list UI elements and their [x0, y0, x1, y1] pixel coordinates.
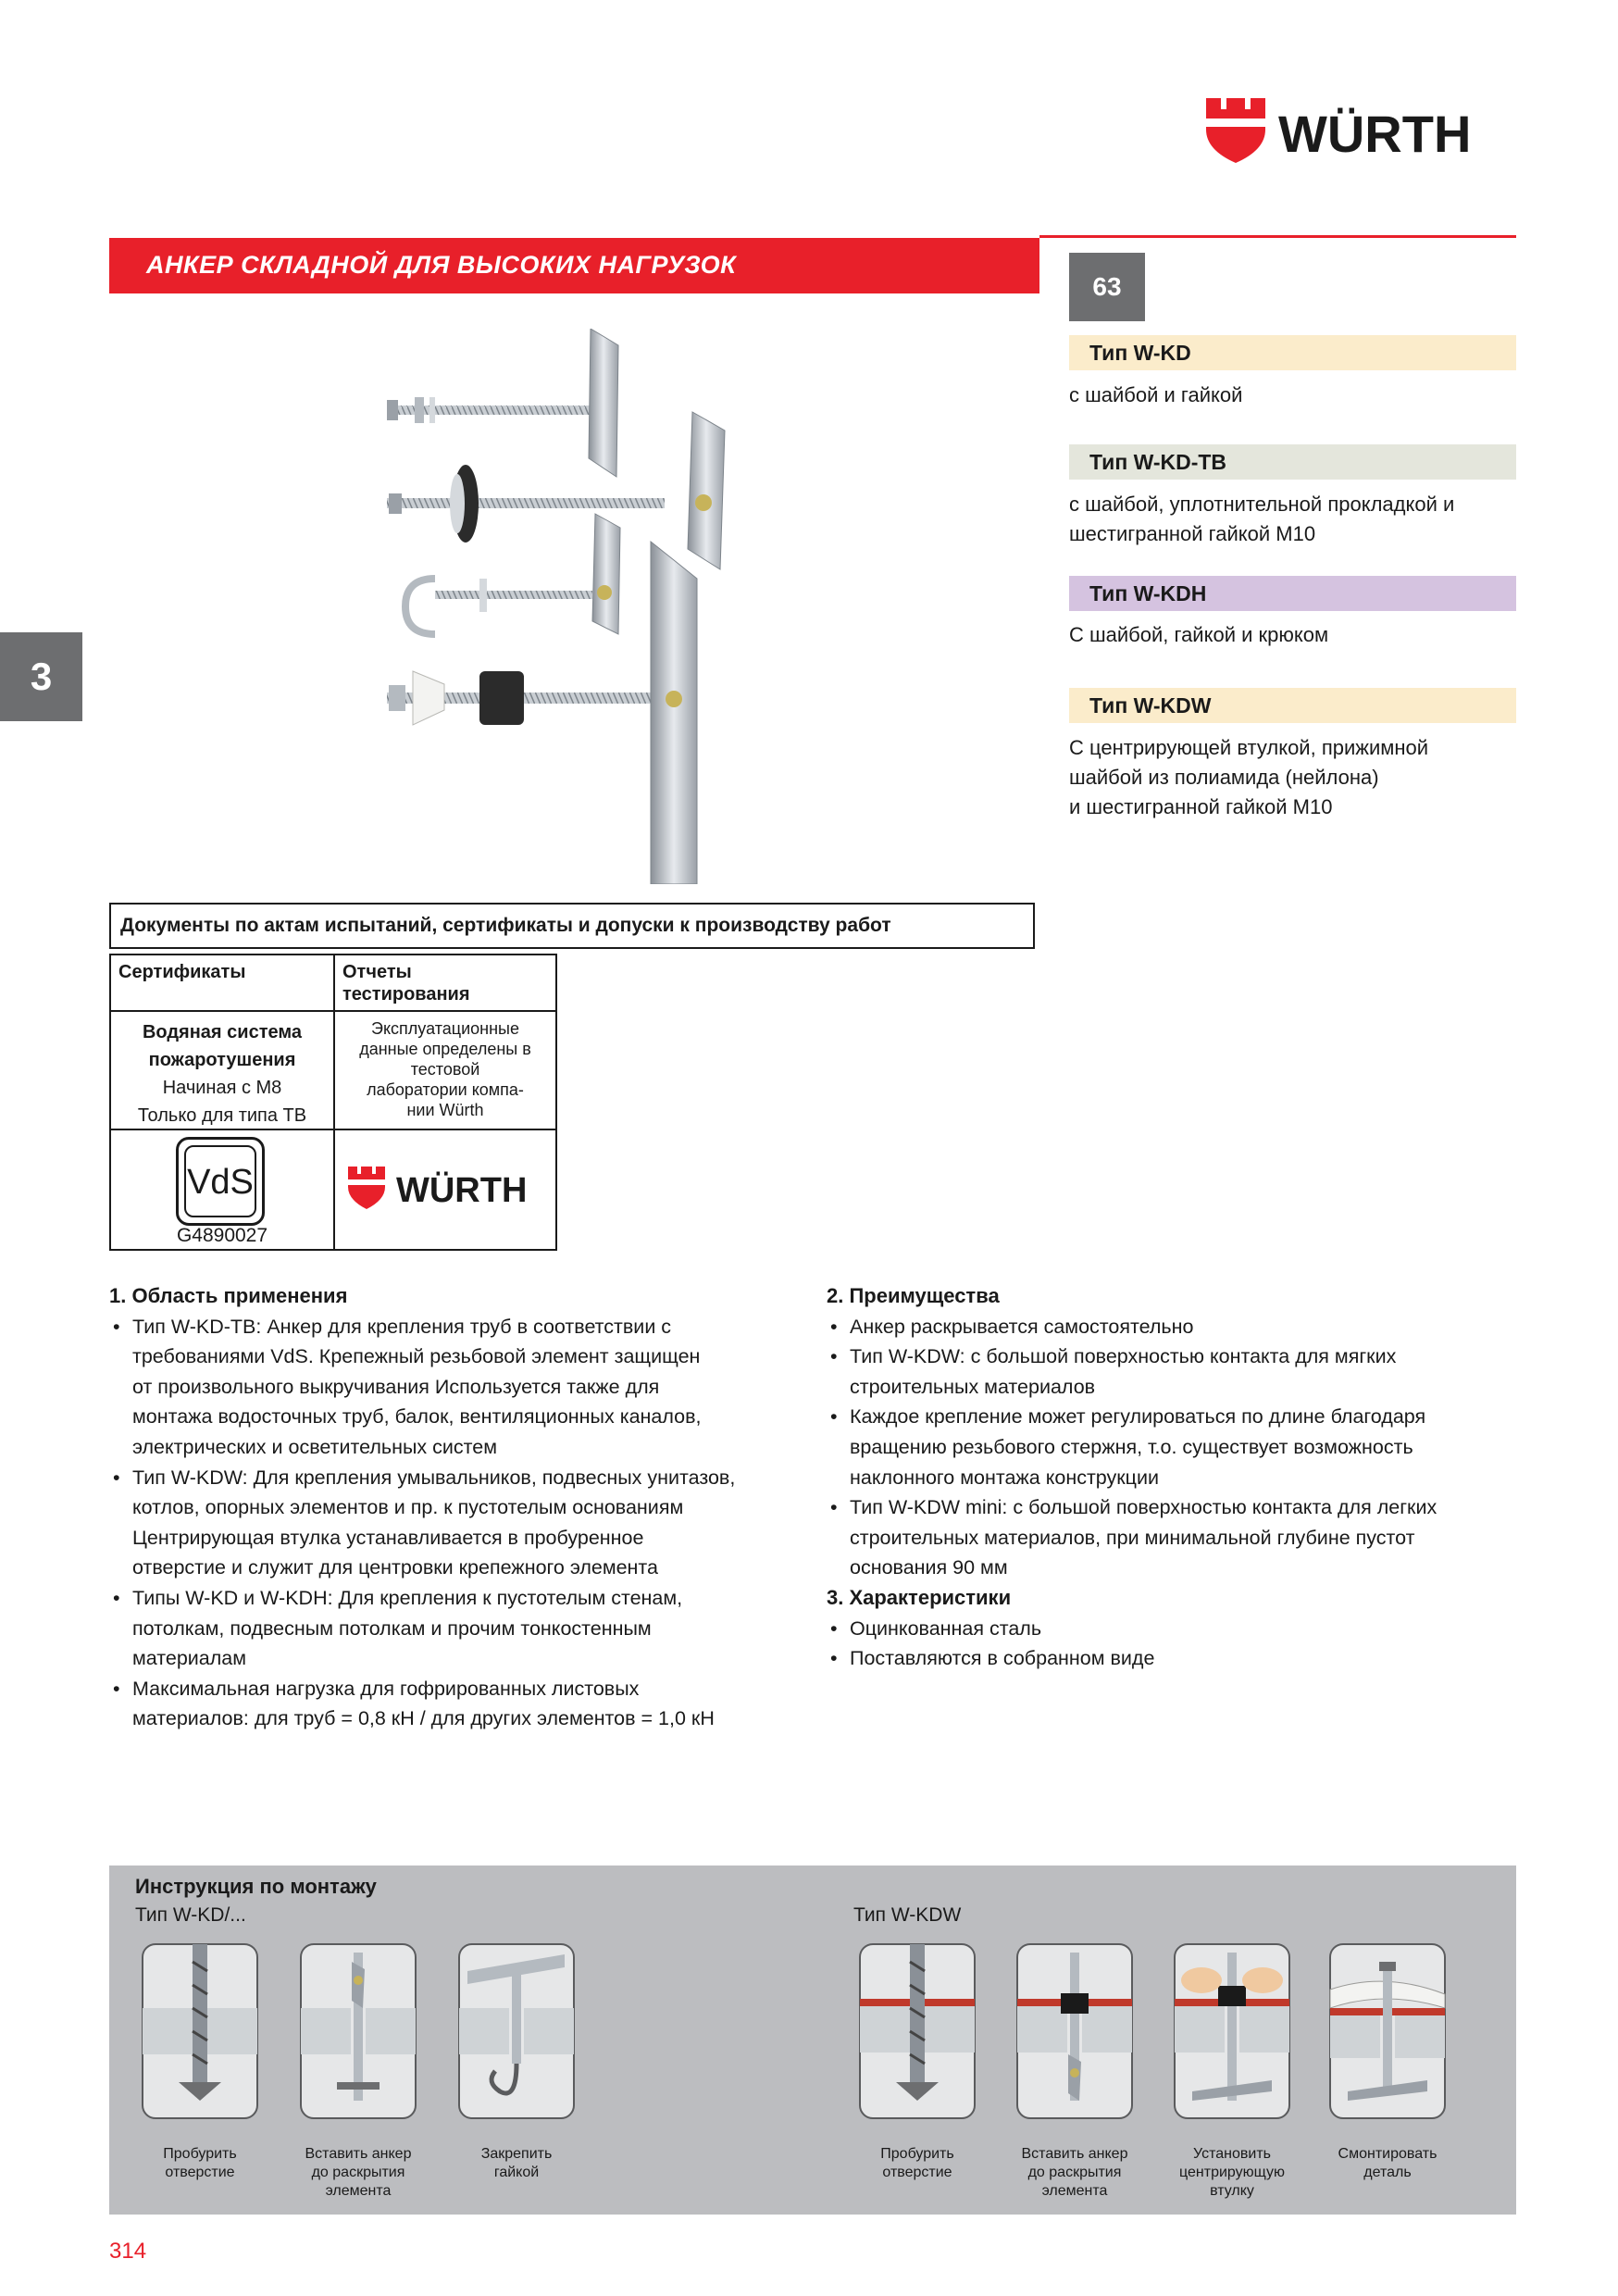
- list-item: • Каждое крепление может регулироваться по длине благодаря вращению резьбового стержня, т.о. существует возможность наклонного монтажа конструкции: [827, 1402, 1516, 1492]
- wurth-logo-text: WÜRTH: [1278, 105, 1472, 163]
- desc-line: шестигранной гайкой M10: [1069, 522, 1316, 545]
- type-heading-w-kd: Тип W-KD: [1069, 335, 1516, 370]
- step-fix-illustration: [458, 1943, 575, 2119]
- step-label: Смонтировать деталь: [1338, 2146, 1438, 2180]
- wurth-logo-small-mark: [348, 1165, 542, 1211]
- desc-line: и шестигранной гайкой M10: [1069, 795, 1333, 818]
- reports-header: [342, 961, 470, 1005]
- type-heading-w-kdw: Тип W-KDW: [1069, 688, 1516, 723]
- type-heading-w-kd-tb: Тип W-KD-TB: [1069, 444, 1516, 480]
- step-label: Пробурить отверстие: [880, 2146, 954, 2180]
- report-line: лаборатории компа-: [367, 1080, 524, 1099]
- section-title: 1. Область применения: [109, 1284, 348, 1307]
- wurth-logo-small-text: WÜRTH: [396, 1171, 528, 1210]
- step-drill-illustration: [142, 1943, 258, 2119]
- step-label: Пробурить отверстие: [163, 2146, 237, 2180]
- header-line: Отчеты: [342, 962, 412, 982]
- step-label: Установить центрирующую втулку: [1179, 2146, 1285, 2199]
- step-drill-illustration: [859, 1943, 976, 2119]
- vds-logo: [176, 1137, 265, 1226]
- cert-line: Начиная с M8: [162, 1078, 282, 1098]
- list-item: • Тип W-KDW: Для крепления умывальников, подвесных унитазов, котлов, опорных элементов и пр. к пустотелым основаниям Центрирующая втулка устанавливается в пробуренное отверстие и служит для центровки крепежного элемента: [109, 1463, 813, 1583]
- desc-line: С центрирующей втулкой, прижимной: [1069, 736, 1429, 759]
- list-item: • Тип W-KDW: с большой поверхностью контакта для мягких строительных материалов: [827, 1341, 1516, 1402]
- page-title: АНКЕР СКЛАДНОЙ ДЛЯ ВЫСОКИХ НАГРУЗОК: [146, 251, 737, 279]
- type-desc-w-kd: [1069, 381, 1516, 410]
- vds-number: G4890027: [176, 1225, 268, 1246]
- list-item: • Тип W-KDW mini: с большой поверхностью контакта для легких строительных материалов, при минимальной глубине пустот основания 90 мм: [827, 1492, 1516, 1583]
- report-line: нии Würth: [406, 1101, 484, 1119]
- page-number: 314: [109, 2239, 147, 2264]
- desc-line: с шайбой, уплотнительной прокладкой и: [1069, 493, 1455, 516]
- step-insert-illustration: [300, 1943, 417, 2119]
- type-desc-w-kd-tb: [1069, 490, 1516, 549]
- anchor-illustration: [368, 329, 850, 884]
- table-divider: [111, 1010, 555, 1012]
- step-label: Закрепить гайкой: [480, 2146, 553, 2180]
- step-sleeve-illustration: [1174, 1943, 1290, 2119]
- desc-line: шайбой из полиамида (нейлона): [1069, 766, 1379, 789]
- product-image: [368, 329, 850, 884]
- list-item: • Анкер раскрывается самостоятельно: [827, 1312, 1516, 1342]
- list-item: • Типы W-KD и W-KDH: Для крепления к пустотелым стенам, потолкам, подвесным потолкам и прочим тонкостенным материалам: [109, 1583, 813, 1674]
- bullet-list: [827, 1312, 1516, 1583]
- section-title: 3. Характеристики: [827, 1585, 1012, 1609]
- bullet-list: [109, 1312, 813, 1734]
- documents-heading: Документы по актам испытаний, сертификаты и допуски к производству работ: [109, 903, 1035, 949]
- header-rule: [1039, 235, 1516, 238]
- section-advantages: [827, 1281, 1516, 1674]
- group-label-w-kdw: Тип W-KDW: [853, 1904, 962, 1926]
- wurth-logo-mark: [1206, 98, 1521, 165]
- type-desc-w-kdh: [1069, 620, 1516, 650]
- step-mount-illustration: [1329, 1943, 1446, 2119]
- title-bar: [109, 238, 1039, 293]
- list-item: • Поставляются в собранном виде: [827, 1643, 1516, 1674]
- wurth-logo-small: [348, 1165, 542, 1211]
- report-line: Эксплуатационные: [371, 1019, 519, 1038]
- desc-line: с шайбой и гайкой: [1069, 383, 1243, 406]
- report-line: тестовой: [410, 1060, 480, 1079]
- wurth-logo: [1206, 98, 1521, 165]
- step-insert-illustration: [1016, 1943, 1133, 2119]
- desc-line: С шайбой, гайкой и крюком: [1069, 623, 1329, 646]
- list-item: • Оцинкованная сталь: [827, 1614, 1516, 1644]
- cert-line: Водяная система: [142, 1022, 303, 1042]
- chapter-tab: 3: [0, 632, 82, 721]
- mounting-panel: [109, 1866, 1516, 2215]
- mounting-title: Инструкция по монтажу: [135, 1875, 377, 1898]
- report-line: данные определены в: [359, 1040, 531, 1058]
- certificates-header: Сертификаты: [118, 962, 246, 982]
- group-label-w-kd: Тип W-KD/...: [135, 1904, 246, 1926]
- vds-logo-text: VdS: [184, 1145, 256, 1217]
- type-desc-w-kdw: [1069, 733, 1516, 822]
- bullet-list: [827, 1614, 1516, 1674]
- header-line: тестирования: [342, 984, 470, 1004]
- step-label: Вставить анкер до раскрытия элемента: [1021, 2146, 1128, 2199]
- list-item: • Тип W-KD-TB: Анкер для крепления труб в соответствии с требованиями VdS. Крепежный резьбовой элемент защищен от произвольного выкручивания Используется также для монтажа водосточных труб, балок, вентиляционных каналов, электрических и осветительных систем: [109, 1312, 813, 1463]
- cert-line: Только для типа TB: [137, 1105, 307, 1126]
- number-badge: 63: [1069, 253, 1145, 321]
- step-label: Вставить анкер до раскрытия элемента: [305, 2146, 412, 2199]
- cert-line: пожаротушения: [148, 1050, 296, 1070]
- list-item: • Максимальная нагрузка для гофрированных листовых материалов: для труб = 0,8 кН / для других элементов = 1,0 кН: [109, 1674, 813, 1734]
- section-application: [109, 1281, 813, 1734]
- type-heading-w-kdh: Тип W-KDH: [1069, 576, 1516, 611]
- section-title: 2. Преимущества: [827, 1284, 1000, 1307]
- certificate-table: [109, 954, 557, 1251]
- report-cell: [335, 1018, 555, 1120]
- certificate-cell: [111, 1018, 333, 1129]
